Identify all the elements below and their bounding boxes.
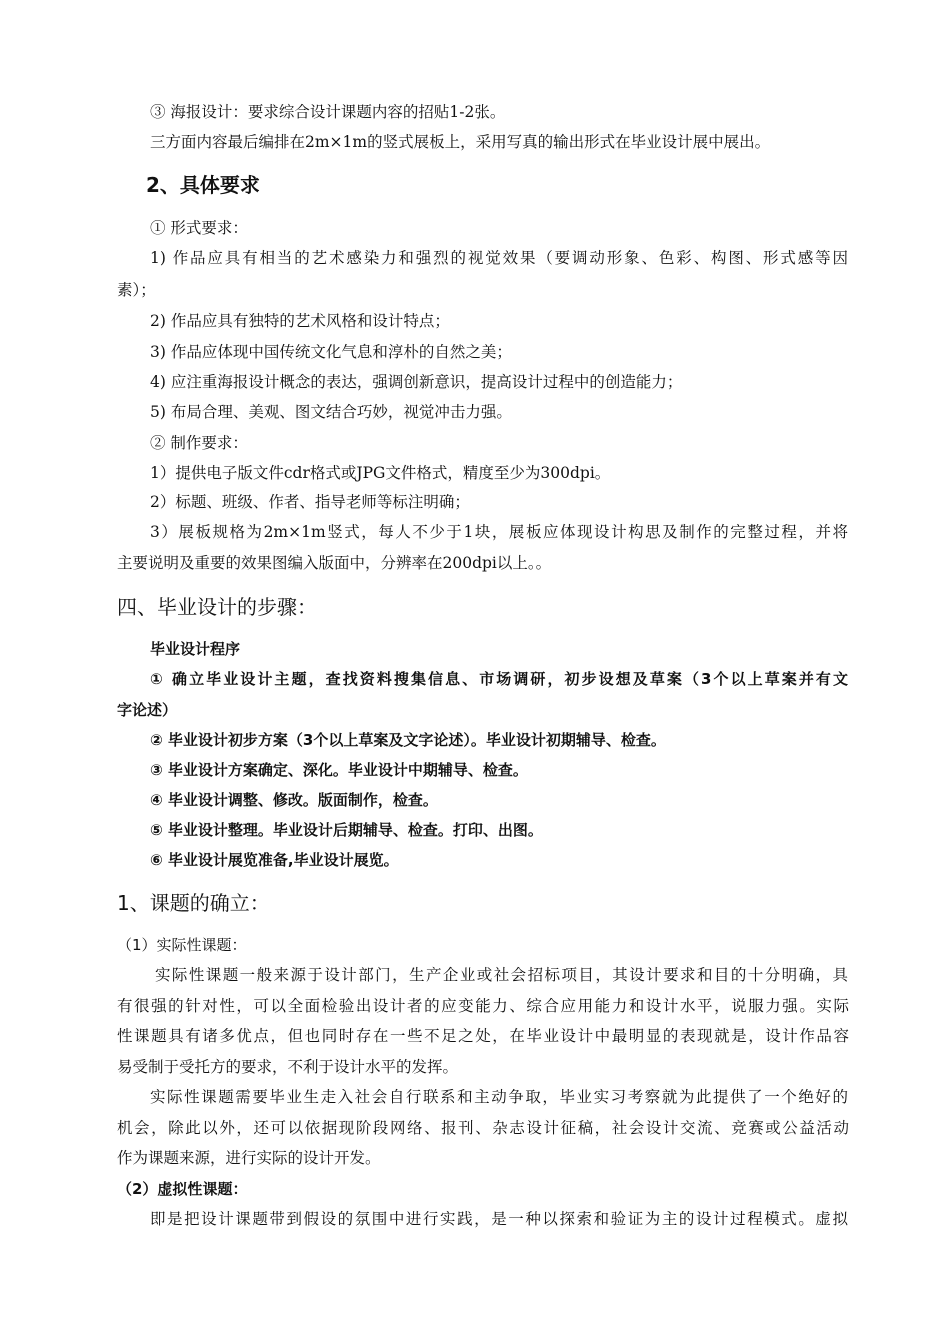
section-heading-topic: 1、课题的确立： (117, 891, 270, 915)
step-6: ⑥ 毕业设计展览准备,毕业设计展览。 (150, 851, 399, 869)
production-requirements-label: ② 制作要求： (150, 434, 248, 452)
practical-paragraph-line-2: 有很强的针对性，可以全面检验出设计者的应变能力、综合应用能力和设计水平，说服力强。实际 (117, 997, 849, 1015)
step-5: ⑤ 毕业设计整理。毕业设计后期辅导、检查。打印、出图。 (150, 821, 543, 839)
step-3: ③ 毕业设计方案确定、深化。毕业设计中期辅导、检查。 (150, 761, 528, 779)
virtual-paragraph-line-1: 即是把设计课题带到假设的氛围中进行实践，是一种以探索和验证为主的设计过程模式。虚拟 (150, 1210, 848, 1228)
step-4: ④ 毕业设计调整、修改。版面制作，检查。 (150, 791, 438, 809)
form-requirements-label: ① 形式要求： (150, 219, 248, 237)
step-1: ① 确立毕业设计主题，查找资料搜集信息、市场调研，初步设想及草案（3个以上草案并有文 (150, 670, 848, 688)
requirement-item-3: 3) 作品应体现中国传统文化气息和淳朴的自然之美； (150, 343, 512, 361)
requirement-item-2: 2) 作品应具有独特的艺术风格和设计特点； (150, 312, 450, 330)
section-heading-specific-requirements: 2、具体要求 (146, 173, 260, 197)
production-item-3-cont: 主要说明及重要的效果图编入版面中，分辨率在200dpi以上。。 (117, 554, 552, 572)
virtual-topic-label: （2）虚拟性课题： (117, 1180, 248, 1198)
practical-paragraph-line-4: 易受制于受托方的要求，不利于设计水平的发挥。 (117, 1058, 459, 1076)
requirement-item-5: 5) 布局合理、美观、图文结合巧妙，视觉冲击力强。 (150, 403, 512, 421)
procedure-title: 毕业设计程序 (150, 640, 241, 658)
requirement-item-1: 1) 作品应具有相当的艺术感染力和强烈的视觉效果（要调动形象、色彩、构图、形式感等因 (150, 249, 848, 267)
practical-paragraph2-line-3: 作为课题来源，进行实际的设计开发。 (117, 1149, 381, 1167)
practical-paragraph-line-1: 实际性课题一般来源于设计部门，生产企业或社会招标项目，其设计要求和目的十分明确，具 (155, 966, 848, 984)
board-layout-paragraph: 三方面内容最后编排在2m×1m的竖式展板上，采用写真的输出形式在毕业设计展中展出。 (150, 133, 771, 151)
practical-topic-label: （1）实际性课题： (117, 936, 247, 954)
requirement-item-4: 4) 应注重海报设计概念的表达，强调创新意识，提高设计过程中的创造能力； (150, 373, 683, 391)
practical-paragraph2-line-1: 实际性课题需要毕业生走入社会自行联系和主动争取，毕业实习考察就为此提供了一个绝好的 (150, 1088, 848, 1106)
production-item-3: 3）展板规格为2m×1m竖式，每人不少于1块，展板应体现设计构思及制作的完整过程，并将 (150, 523, 848, 541)
production-item-1: 1）提供电子版文件cdr格式或JPG文件格式，精度至少为300dpi。 (150, 464, 611, 482)
practical-paragraph-line-3: 性课题具有诸多优点，但也同时存在一些不足之处，在毕业设计中最明显的表现就是，设计作品容 (117, 1027, 849, 1045)
step-1-cont: 字论述） (117, 701, 178, 719)
practical-paragraph2-line-2: 机会，除此以外，还可以依据现阶段网络、报刊、杂志设计征稿，社会设计交流、竞赛或公益活动 (117, 1119, 849, 1137)
step-2: ② 毕业设计初步方案（3个以上草案及文字论述）。毕业设计初期辅导、检查。 (150, 731, 666, 749)
requirement-item-1-cont: 素）； (117, 281, 156, 299)
section-heading-steps: 四、毕业设计的步骤： (117, 595, 317, 619)
production-item-2: 2）标题、班级、作者、指导老师等标注明确； (150, 493, 470, 511)
poster-design-item: ③ 海报设计：要求综合设计课题内容的招贴1-2张。 (150, 103, 506, 121)
